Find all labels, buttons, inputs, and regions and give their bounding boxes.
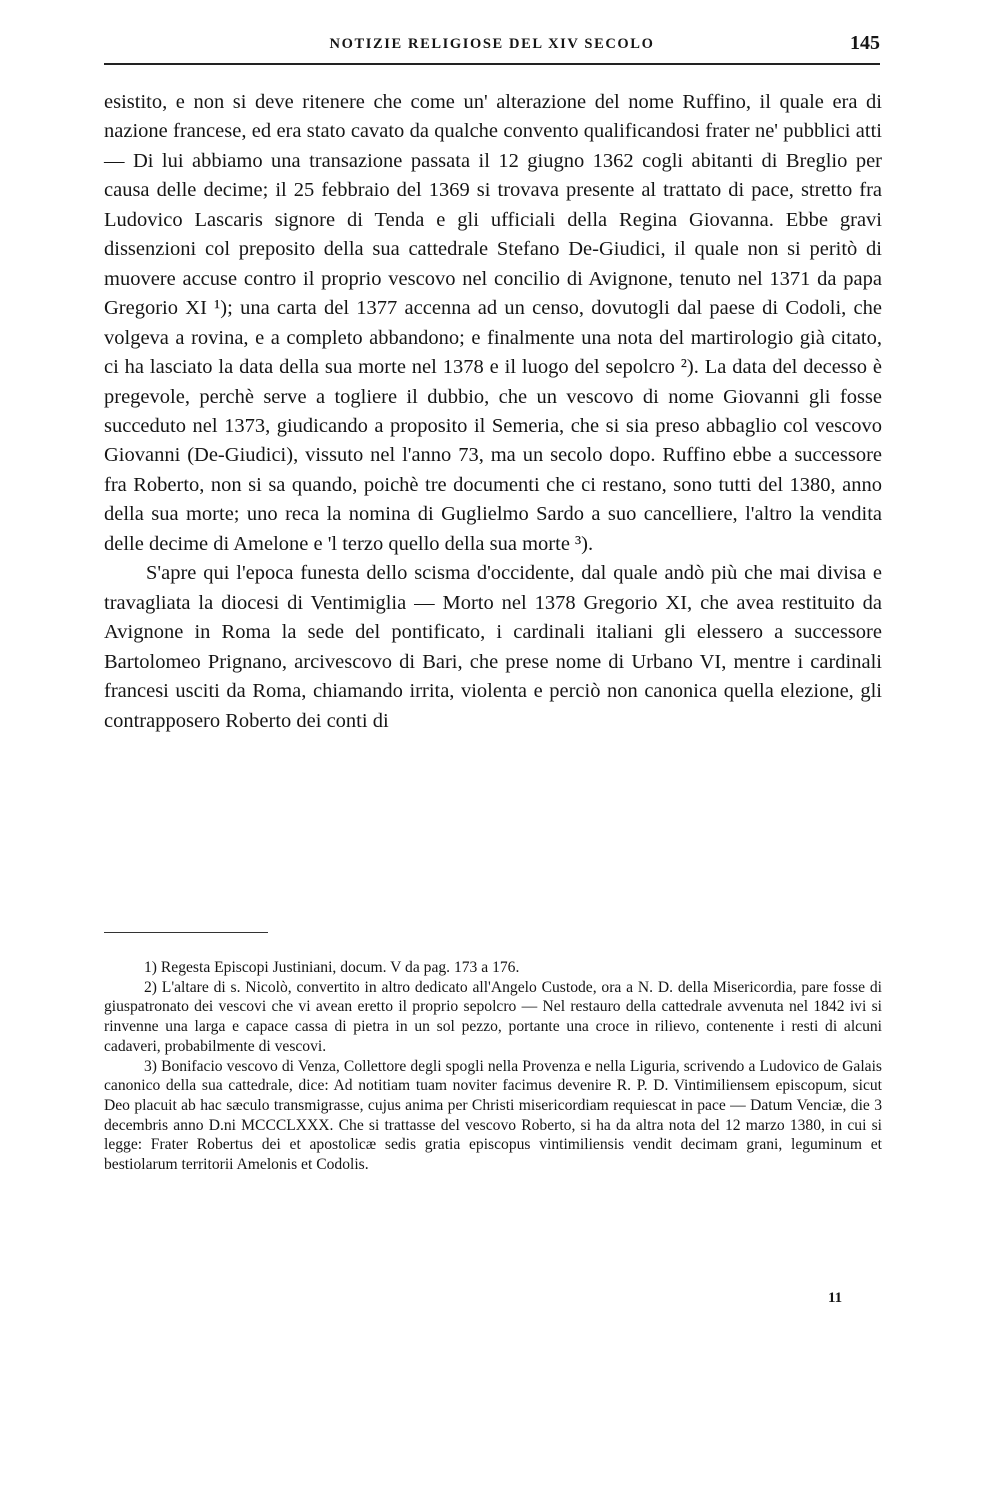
paragraph: S'apre qui l'epoca funesta dello scisma d'occidente, dal quale andò più che mai divisa e travagliata la diocesi di Ventimiglia — Morto nel 1378 Gregorio XI, che avea restituito da Avignone in Roma la sede del pontificato, i cardinali italiani gli elessero a successore Bartolomeo Prignano, arcivescovo di Bari, che prese nome di Urbano VI, mentre i cardinali francesi usciti da Roma, chiamando irrita, violenta e perciò non canonica quella elezione, gli contrapposero Roberto dei conti di <box>104 562 882 732</box>
footnote: 1) Regesta Episcopi Justiniani, docum. V da pag. 173 a 176. <box>144 959 520 976</box>
running-title: NOTIZIE RELIGIOSE DEL XIV SECOLO <box>329 36 655 52</box>
main-text <box>104 88 882 736</box>
page-number: 145 <box>850 32 880 54</box>
signature-mark: 11 <box>828 1290 843 1306</box>
footnote: 2) L'altare di s. Nicolò, convertito in altro dedicato all'Angelo Custode, ora a N. D. della Misericordia, pare fosse di giuspatronato dei vescovi che vi avean eretto il proprio sepolcro — Nel restauro della cattedrale avvenuta nel 1842 ivi si rinvenne una larga e capace cassa di pietra in un sol pezzo, portante una croce in rilievo, contenente i resti di alcuni cadaveri, probabilmente di vescovi. <box>104 978 882 1055</box>
footnote: 3) Bonifacio vescovo di Venza, Collettore degli spogli nella Provenza e nella Liguria, scrivendo a Ludovico de Galais canonico della sua cattedrale, dice: Ad notitiam tuam noviter facimus devenire R. P. D. Vintimiliensem episcopum, sicut Deo placuit ab hac sæculo transmigrasse, cujus anima per Christi misericordiam requiescat in pace — Datum Venciæ, die 3 decembris anno D.ni MCCCLXXX. Che si trattasse del vescovo Roberto, si ha da altra nota del 12 marzo 1380, in cui si legge: Frater Robertus dei et apostolicæ sedis gratia episcopus vintimiliensis vendit decimam grani, leguminum et bestiolarum territorii Amelonis et Codolis. <box>104 1057 882 1174</box>
footnote-rule <box>104 932 268 933</box>
running-head <box>104 32 880 62</box>
footnotes <box>104 958 882 1175</box>
paragraph: esistito, e non si deve ritenere che come un' alterazione del nome Ruffino, il quale era di nazione francese, ed era stato cavato da qualche convento qualificandosi frater ne' pubblici atti — Di lui abbiamo una transazione passata il 12 giugno 1362 cogli abitanti di Breglio per causa delle decime; il 25 febbraio del 1369 si trovava presente al trattato di pace, stretto fra Ludovico Lascaris signore di Tenda e gli ufficiali della Regina Giovanna. Ebbe gravi dissenzioni col preposito della sua cattedrale Stefano De-Giudici, il quale non si peritò di muovere accuse contro il proprio vescovo nel concilio di Avignone, tenuto nel 1371 da papa Gregorio XI ¹); una carta del 1377 accenna ad un censo, dovutogli dal paese di Codoli, che volgeva a rovina, e a completo abbandono; e finalmente una nota del martirologio già citato, ci ha lasciato la data della sua morte nel 1378 e il luogo del sepolcro ²). La data del decesso è pregevole, perchè serve a togliere il dubbio, che un vescovo di nome Giovanni gli fosse succeduto nel 1373, giudicando a proposito il Semeria, che si sia preso abbaglio col vescovo Giovanni (De-Giudici), vissuto nel l'anno 73, ma un secolo dopo. Ruffino ebbe a successore fra Roberto, non si sa quando, poichè tre documenti che ci restano, sono tutti del 1380, anno della sua morte; uno reca la nomina di Guglielmo Sardo a suo cancelliere, l'altro la vendita delle decime di Amelone e 'l terzo quello della sua morte ³). <box>104 91 882 555</box>
header-rule <box>104 63 880 65</box>
